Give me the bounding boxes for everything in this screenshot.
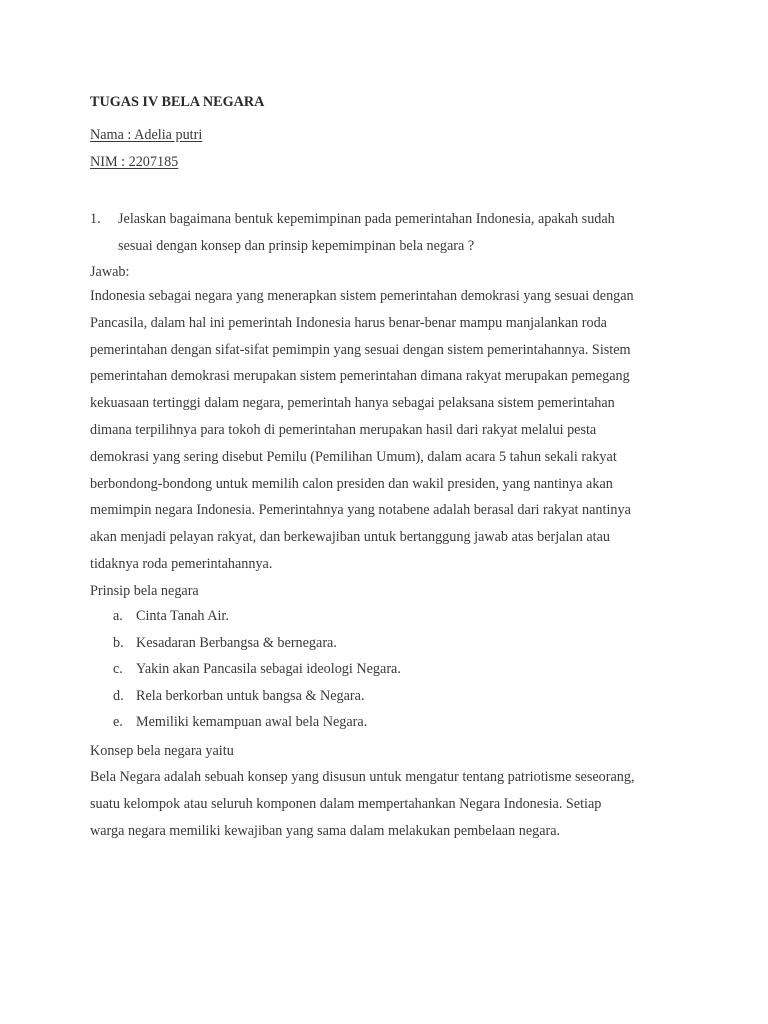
list-item [90, 603, 690, 630]
student-nim: NIM : 2207185 [90, 154, 179, 170]
list-item-letter: c. [113, 661, 123, 677]
list-item-text: Kesadaran Berbangsa & bernegara. [136, 634, 337, 651]
konsep-line: warga negara memiliki kewajiban yang sama dalam melakukan pembelaan negara. [90, 822, 561, 839]
konsep-heading: Konsep bela negara yaitu [90, 743, 234, 759]
document-title: TUGAS IV BELA NEGARA [90, 94, 265, 110]
answer-line: kekuasaan tertinggi dalam negara, pemerintah hanya sebagai pelaksana sistem pemerintahan [90, 395, 615, 412]
list-item [90, 656, 690, 683]
student-name: Nama : Adelia putri [90, 127, 203, 143]
answer-line: pemerintahan dengan sifat-sifat pemimpin yang sesuai dengan sistem pemerintahannya. Sistem [90, 341, 631, 358]
konsep-line: Bela Negara adalah sebuah konsep yang disusun untuk mengatur tentang patriotisme seseorang, [90, 769, 635, 785]
prinsip-heading: Prinsip bela negara [90, 583, 199, 599]
list-item-text: Cinta Tanah Air. [136, 608, 229, 624]
list-item-letter: d. [113, 687, 124, 704]
answer-line: dimana terpilihnya para tokoh di pemerintahan merupakan hasil dari rakyat melalui pesta [90, 421, 597, 438]
question-1 [90, 206, 690, 259]
konsep-paragraph [90, 764, 690, 844]
question-line: Jelaskan bagaimana bentuk kepemimpinan pada pemerintahan Indonesia, apakah sudah [118, 211, 615, 227]
list-item-text: Yakin akan Pancasila sebagai ideologi Negara. [136, 661, 401, 677]
list-item-text: Memiliki kemampuan awal bela Negara. [136, 714, 368, 730]
list-item [90, 709, 690, 736]
answer-line: Pancasila, dalam hal ini pemerintah Indonesia harus benar-benar mampu manjalankan roda [90, 314, 607, 331]
list-item-text: Rela berkorban untuk bangsa & Negara. [136, 687, 365, 704]
list-item [90, 683, 690, 710]
answer-line: tidaknya roda pemerintahannya. [90, 555, 273, 572]
answer-label: Jawab: [90, 264, 130, 280]
question-number: 1. [90, 211, 101, 227]
answer-line: Indonesia sebagai negara yang menerapkan sistem pemerintahan demokrasi yang sesuai dengan [90, 288, 634, 304]
list-item [90, 630, 690, 657]
answer-paragraph [90, 283, 680, 578]
konsep-line: suatu kelompok atau seluruh komponen dalam mempertahankan Negara Indonesia. Setiap [90, 795, 602, 812]
answer-line: berbondong-bondong untuk memilih calon presiden dan wakil presiden, yang nantinya akan [90, 475, 613, 492]
question-line: sesuai dengan konsep dan prinsip kepemimpinan bela negara ? [118, 237, 475, 254]
answer-line: demokrasi yang sering disebut Pemilu (Pemilihan Umum), dalam acara 5 tahun sekali rakyat [90, 448, 617, 465]
answer-line: pemerintahan demokrasi merupakan sistem pemerintahan dimana rakyat merupakan pemegang [90, 368, 630, 385]
list-item-letter: e. [113, 714, 123, 730]
list-item-letter: b. [113, 634, 124, 651]
answer-line: akan menjadi pelayan rakyat, dan berkewajiban untuk bertanggung jawab atas berjalan atau [90, 529, 610, 546]
list-item-letter: a. [113, 608, 123, 624]
answer-line: memimpin negara Indonesia. Pemerintahnya yang notabene adalah berasal dari rakyat nantinya [90, 502, 631, 519]
prinsip-list [90, 603, 690, 736]
